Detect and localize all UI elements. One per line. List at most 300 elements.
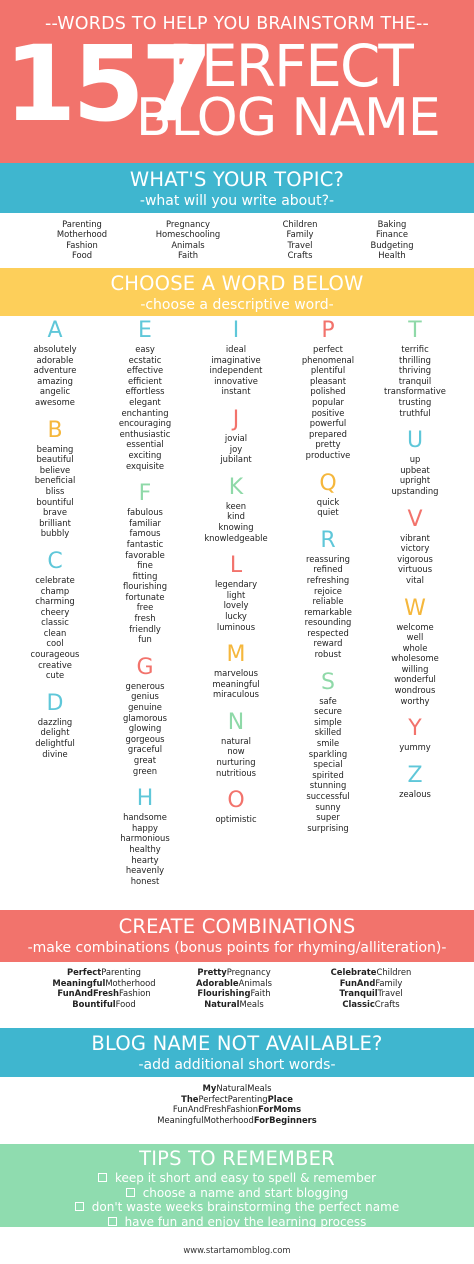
combo-item <box>34 999 174 1010</box>
letter-heading: S <box>321 669 335 695</box>
word-header <box>0 268 474 316</box>
word-item: wholesome <box>391 653 439 664</box>
word-item: delightful <box>35 738 75 749</box>
combo-word-bold: Pretty <box>197 967 227 977</box>
word-item: upbeat <box>400 464 430 475</box>
word-item: trusting <box>398 396 432 407</box>
suffix-base: MeaningfulMotherhood <box>157 1114 254 1125</box>
suffix-suffix: Place <box>267 1093 293 1104</box>
word-item: tranquil <box>398 375 432 386</box>
word-item: skilled <box>314 727 342 738</box>
word-item: yummy <box>399 742 431 753</box>
word-item: thrilling <box>399 354 431 365</box>
word-group <box>368 622 462 707</box>
word-item: successful <box>306 791 350 801</box>
combo-column <box>34 967 174 1009</box>
topic-header <box>0 163 474 213</box>
topic-item: Motherhood <box>56 229 108 240</box>
header-title-line1: PERFECT <box>168 32 412 100</box>
word-item: truthful <box>399 407 431 418</box>
word-item: remarkable <box>304 606 352 617</box>
tips-title: TIPS TO REMEMBER <box>139 1147 335 1170</box>
suffix-base: FunAndFreshFashion <box>172 1104 259 1115</box>
word-item: wondrous <box>394 685 436 696</box>
combo-word-bold: Adorable <box>196 977 239 988</box>
word-item: green <box>132 765 158 776</box>
topic-item: Animals <box>171 239 205 250</box>
word-column <box>98 318 192 896</box>
word-item: refreshing <box>306 574 350 585</box>
letter-heading: D <box>46 690 64 716</box>
word-item: well <box>406 632 424 643</box>
word-item: miraculous <box>212 689 260 700</box>
word-item: creative <box>38 659 72 670</box>
word-item: fresh <box>134 613 156 624</box>
word-item: productive <box>305 449 351 460</box>
word-item: effective <box>126 365 164 376</box>
topic-item: Budgeting <box>370 239 414 250</box>
word-item: dazzling <box>37 716 73 727</box>
word-title: CHOOSE A WORD BELOW <box>110 272 364 295</box>
word-item: upright <box>399 475 431 486</box>
word-item: worthy <box>400 695 430 706</box>
combo-word-bold: FunAnd <box>339 977 376 988</box>
combo-word-bold: Celebrate <box>330 967 377 977</box>
combo-word-topic: Family <box>375 977 403 988</box>
letter-heading: C <box>47 548 63 574</box>
word-item: respected <box>307 627 349 638</box>
checkbox-icon <box>75 1202 84 1211</box>
tip-text: have fun and enjoy the learning process <box>124 1214 367 1229</box>
word-item: now <box>227 746 245 757</box>
topic-item: Pregnancy <box>166 219 210 229</box>
word-column <box>281 318 375 843</box>
combo-column <box>301 967 441 1009</box>
word-item: jubilant <box>220 454 252 465</box>
word-group <box>98 507 192 645</box>
suffix-subtitle: -add additional short words- <box>138 1057 336 1073</box>
letter-heading: M <box>226 642 246 668</box>
word-item: bountiful <box>36 496 74 507</box>
word-item: vigorous <box>397 553 433 564</box>
word-item: keen <box>225 500 247 511</box>
word-item: exciting <box>128 449 162 460</box>
word-item: nutritious <box>215 767 257 778</box>
word-item: instant <box>221 386 251 397</box>
word-item: stunning <box>309 780 347 791</box>
word-item: smile <box>316 738 340 749</box>
letter-heading: K <box>228 474 244 500</box>
combo-word-topic: Children <box>376 967 412 977</box>
letter-heading: V <box>407 506 423 532</box>
word-item: popular <box>312 396 344 407</box>
word-item: reassuring <box>306 553 350 564</box>
word-item: safe <box>319 695 337 706</box>
word-group <box>281 696 375 834</box>
word-item: meaningful <box>212 678 260 689</box>
word-item: familiar <box>129 517 161 528</box>
combo-item <box>164 978 304 989</box>
word-item: great <box>133 755 157 765</box>
word-item: fabulous <box>127 507 163 518</box>
word-item: gorgeous <box>125 733 165 744</box>
word-item: willing <box>401 663 429 674</box>
combo-word-bold: Bountiful <box>72 998 116 1009</box>
word-item: adorable <box>36 354 74 365</box>
letter-heading: I <box>232 318 240 343</box>
word-item: brilliant <box>39 517 71 528</box>
word-item: reward <box>313 638 343 649</box>
word-item: beneficial <box>34 475 76 486</box>
letter-heading: T <box>408 318 422 343</box>
combo-subtitle: -make combinations (bonus points for rhyming/alliteration)- <box>27 940 447 956</box>
word-group <box>281 554 375 660</box>
word-subtitle: -choose a descriptive word- <box>140 297 334 313</box>
word-group <box>368 344 462 418</box>
word-item: vibrant <box>400 532 430 543</box>
word-item: honest <box>130 875 160 886</box>
letter-heading: W <box>404 595 426 621</box>
word-item: powerful <box>309 418 347 429</box>
footer-url[interactable]: www.startamomblog.com <box>183 1245 291 1255</box>
combo-item <box>34 988 174 999</box>
word-item: reliable <box>312 596 344 607</box>
combo-title: CREATE COMBINATIONS <box>118 915 356 938</box>
word-group <box>8 575 102 681</box>
word-item: free <box>136 602 154 613</box>
word-group <box>368 454 462 496</box>
topic-column <box>128 219 248 261</box>
word-item: secure <box>314 706 342 717</box>
word-item: courageous <box>30 649 80 660</box>
word-item: perfect <box>313 344 343 354</box>
combo-word-bold: Meaningful <box>52 977 106 988</box>
combo-item <box>34 967 174 978</box>
suffix-prefix: The <box>181 1093 199 1104</box>
combo-word-topic: Motherhood <box>105 977 156 988</box>
word-group <box>8 717 102 759</box>
word-item: delight <box>40 727 70 738</box>
word-item: lucky <box>225 610 247 621</box>
word-item: graceful <box>127 744 163 755</box>
word-item: terrific <box>401 344 429 354</box>
combo-word-bold: Classic <box>342 998 375 1009</box>
checkbox-icon <box>126 1188 135 1197</box>
word-item: genius <box>131 691 159 702</box>
word-item: nurturing <box>216 757 256 768</box>
tip-text: don't waste weeks brainstorming the perfect name <box>91 1200 400 1214</box>
word-item: rejoice <box>314 585 342 596</box>
word-grid <box>0 318 474 908</box>
topic-item: Crafts <box>287 250 313 261</box>
word-item: imaginative <box>211 354 261 365</box>
suffix-item <box>0 1094 474 1105</box>
topic-item: Family <box>286 229 314 240</box>
word-item: natural <box>221 735 251 746</box>
word-item: divine <box>42 748 68 759</box>
word-item: ecstatic <box>128 354 162 365</box>
topic-subtitle: -what will you write about?- <box>139 193 335 209</box>
word-item: famous <box>129 528 161 539</box>
combo-list <box>0 967 474 1025</box>
tip-text: keep it short and easy to spell & remember <box>114 1171 377 1185</box>
combo-word-topic: Pregnancy <box>226 967 271 977</box>
word-item: simple <box>314 716 342 727</box>
letter-heading: U <box>406 428 424 454</box>
combo-word-bold: FunAndFresh <box>57 988 119 999</box>
word-item: innovative <box>214 375 258 386</box>
word-item: independent <box>209 365 263 376</box>
word-group <box>368 533 462 586</box>
combo-word-bold: Tranquil <box>339 988 378 999</box>
word-group <box>98 344 192 471</box>
suffix-item <box>0 1083 474 1094</box>
word-item: spirited <box>312 769 344 780</box>
word-item: wonderful <box>394 674 436 685</box>
word-item: surprising <box>307 822 349 833</box>
tip-item <box>0 1215 474 1230</box>
word-item: clean <box>43 627 67 638</box>
word-item: legendary <box>214 579 258 590</box>
word-item: classic <box>41 617 69 628</box>
combo-word-bold: Natural <box>204 998 240 1009</box>
word-item: robust <box>314 649 342 660</box>
topic-item: Parenting <box>62 219 102 229</box>
letter-heading: O <box>227 788 245 814</box>
word-item: zealous <box>399 788 431 799</box>
word-item: transformative <box>384 386 446 397</box>
combo-column <box>164 967 304 1009</box>
word-item: generous <box>125 680 165 691</box>
suffix-title: BLOG NAME NOT AVAILABLE? <box>91 1032 383 1055</box>
word-item: whole <box>402 642 428 653</box>
combo-word-bold: Perfect <box>66 967 102 977</box>
combo-item <box>301 999 441 1010</box>
combo-word-topic: Animals <box>238 977 272 988</box>
letter-heading: L <box>229 553 243 579</box>
suffix-base: PerfectParenting <box>198 1093 268 1104</box>
suffix-prefix: My <box>202 1083 217 1093</box>
word-item: polished <box>310 386 346 397</box>
word-group <box>8 444 102 539</box>
topic-item: Travel <box>287 239 313 250</box>
word-item: absolutely <box>33 344 77 354</box>
header-banner <box>0 0 474 163</box>
header-title-line2: BLOG NAME <box>136 88 440 148</box>
letter-heading: F <box>138 481 152 507</box>
letter-heading: Y <box>408 716 422 742</box>
word-group <box>189 814 283 825</box>
word-item: glowing <box>128 723 162 734</box>
suffix-suffix: ForBeginners <box>253 1114 317 1125</box>
word-item: genuine <box>128 702 162 713</box>
word-item: knowledgeable <box>204 532 268 543</box>
letter-heading: Q <box>319 470 337 496</box>
word-item: plentiful <box>310 365 346 376</box>
word-item: sparkling <box>308 748 348 759</box>
combo-item <box>164 967 304 978</box>
word-item: refined <box>313 564 343 575</box>
combo-word-topic: Crafts <box>374 998 400 1009</box>
topic-item: Food <box>71 250 93 261</box>
letter-heading: G <box>136 654 154 680</box>
word-item: fortunate <box>125 591 165 602</box>
word-group <box>189 433 283 465</box>
word-item: lovely <box>223 600 249 611</box>
topic-title: WHAT'S YOUR TOPIC? <box>129 168 345 191</box>
topic-item: Children <box>282 219 318 229</box>
word-item: marvelous <box>214 668 258 679</box>
tip-text: choose a name and start blogging <box>142 1185 349 1200</box>
letter-heading: B <box>47 417 63 443</box>
word-group <box>189 344 283 397</box>
combo-item <box>301 988 441 999</box>
word-group <box>368 742 462 753</box>
word-item: quiet <box>317 507 339 518</box>
word-item: sunny <box>315 801 341 812</box>
word-item: friendly <box>129 623 161 634</box>
word-group <box>98 681 192 776</box>
word-item: super <box>316 812 340 823</box>
word-column <box>368 318 462 809</box>
word-item: cool <box>46 638 64 649</box>
word-item: handsome <box>123 812 167 823</box>
tips-list <box>0 1171 474 1229</box>
word-item: fitting <box>132 570 158 581</box>
word-column <box>189 318 283 835</box>
word-item: victory <box>400 543 430 554</box>
letter-heading: N <box>227 709 245 735</box>
word-item: positive <box>311 407 345 418</box>
combo-word-topic: Travel <box>377 988 403 999</box>
combo-word-topic: Meals <box>239 998 264 1009</box>
combo-word-topic: Parenting <box>101 967 141 977</box>
word-item: pleasant <box>309 375 346 386</box>
word-item: kind <box>227 511 245 522</box>
combo-word-topic: Fashion <box>119 988 151 999</box>
checkbox-icon <box>108 1217 117 1226</box>
word-item: healthy <box>129 843 161 854</box>
combo-item <box>301 967 441 978</box>
word-item: celebrate <box>35 574 75 585</box>
word-item: amazing <box>37 375 73 386</box>
letter-heading: E <box>138 318 152 343</box>
word-group <box>189 579 283 632</box>
header-number: 157 <box>4 23 210 145</box>
topic-list <box>0 219 474 265</box>
checkbox-icon <box>98 1173 107 1182</box>
word-item: believe <box>39 464 71 475</box>
suffix-item <box>0 1104 474 1115</box>
word-item: easy <box>135 344 155 354</box>
word-item: fun <box>138 634 152 645</box>
word-item: heavenly <box>125 865 165 876</box>
word-group <box>368 789 462 800</box>
word-item: thriving <box>398 365 432 376</box>
word-item: angelic <box>39 386 71 397</box>
word-group <box>98 812 192 886</box>
word-item: light <box>226 589 246 600</box>
topic-item: Health <box>378 250 406 261</box>
word-item: cheery <box>40 606 70 617</box>
topic-item: Faith <box>177 250 199 261</box>
word-item: happy <box>131 822 159 833</box>
word-item: fantastic <box>126 538 164 549</box>
word-item: fine <box>137 560 153 571</box>
word-item: elegant <box>129 396 161 407</box>
word-item: resounding <box>304 617 352 628</box>
word-column <box>8 318 102 769</box>
word-group <box>281 344 375 461</box>
word-group <box>189 501 283 543</box>
topic-item: Homeschooling <box>155 229 221 240</box>
tip-item <box>0 1186 474 1201</box>
word-item: glamorous <box>122 712 168 723</box>
word-item: bubbly <box>40 528 70 539</box>
letter-heading: R <box>320 527 336 553</box>
letter-heading: H <box>136 786 154 812</box>
word-item: quick <box>316 496 340 507</box>
suffix-item <box>0 1115 474 1126</box>
word-item: enchanting <box>121 407 169 418</box>
combo-item <box>164 988 304 999</box>
word-item: special <box>313 759 343 770</box>
letter-heading: Z <box>407 762 423 788</box>
word-item: flourishing <box>122 581 168 592</box>
word-item: prepared <box>309 428 347 439</box>
word-item: enthusiastic <box>119 428 171 439</box>
word-item: knowing <box>218 521 254 532</box>
word-item: champ <box>40 585 70 596</box>
word-item: favorable <box>125 549 165 560</box>
word-item: pretty <box>315 439 341 450</box>
suffix-list <box>0 1083 474 1125</box>
combo-header <box>0 910 474 962</box>
suffix-base: NaturalMeals <box>216 1083 272 1093</box>
word-item: brave <box>42 507 67 518</box>
word-item: vital <box>405 574 425 585</box>
combo-item <box>164 999 304 1010</box>
word-group <box>281 497 375 518</box>
tip-item <box>0 1200 474 1215</box>
word-item: up <box>409 454 421 465</box>
word-item: exquisite <box>125 460 165 471</box>
word-item: efficient <box>128 375 162 386</box>
word-item: bliss <box>45 485 65 496</box>
letter-heading: A <box>47 318 63 343</box>
combo-word-topic: Faith <box>250 988 271 999</box>
word-item: luminous <box>216 621 256 632</box>
word-item: charming <box>35 596 75 607</box>
word-item: encouraging <box>118 418 172 429</box>
topic-item: Fashion <box>66 239 98 250</box>
word-item: jovial <box>224 432 248 443</box>
word-item: essential <box>126 439 164 450</box>
word-group <box>189 668 283 700</box>
tips-box <box>0 1144 474 1227</box>
letter-heading: J <box>232 406 240 432</box>
combo-item <box>301 978 441 989</box>
letter-heading: P <box>321 318 335 343</box>
word-item: upstanding <box>391 485 439 496</box>
combo-item <box>34 978 174 989</box>
word-item: ideal <box>225 344 247 354</box>
word-group <box>189 736 283 778</box>
header-pretitle: --WORDS TO HELP YOU BRAINSTORM THE-- <box>44 14 430 34</box>
word-item: cute <box>45 670 65 681</box>
word-item: virtuous <box>397 564 433 575</box>
combo-word-topic: Food <box>115 998 136 1009</box>
